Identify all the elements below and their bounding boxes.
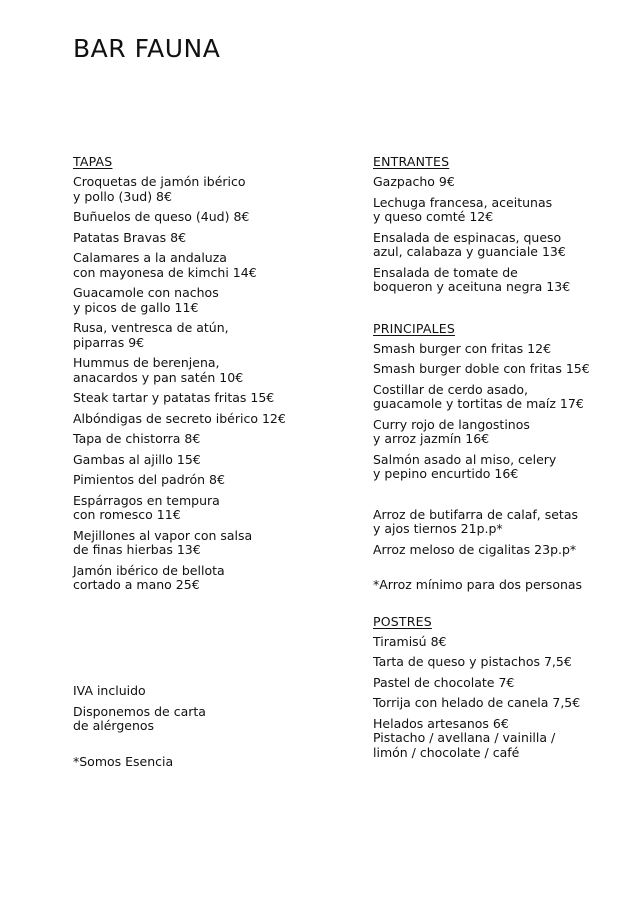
tapas-heading: TAPAS <box>73 154 113 169</box>
postres-heading: POSTRES <box>373 613 432 629</box>
menu-item: Salmón asado al miso, celery y pepino encurtido 16€ <box>373 451 557 481</box>
right-column <box>373 154 640 766</box>
menu-item: Tarta de queso y pistachos 7,5€ <box>373 654 572 669</box>
iva-note: IVA incluido <box>73 683 146 698</box>
menu-item: Croquetas de jamón ibérico y pollo (3ud) 8€ <box>73 174 246 204</box>
menu-item: Espárragos en tempura con romesco 11€ <box>73 492 220 522</box>
menu-item: Tiramisú 8€ <box>373 633 447 649</box>
menu-item: Buñuelos de queso (4ud) 8€ <box>73 209 250 224</box>
menu-item: Arroz de butifarra de calaf, setas y ajos tiernos 21p.p* <box>373 506 578 536</box>
menu-item: Guacamole con nachos y picos de gallo 11€ <box>73 285 219 315</box>
menu-item: Tapa de chistorra 8€ <box>73 431 201 446</box>
menu-item: Hummus de berenjena, anacardos y pan satén 10€ <box>73 355 244 385</box>
principales-heading: PRINCIPALES <box>373 320 455 336</box>
menu-item: Calamares a la andaluza con mayonesa de kimchi 14€ <box>73 250 257 280</box>
menu-item: Rusa, ventresca de atún, piparras 9€ <box>73 320 229 350</box>
menu-item: Smash burger doble con fritas 15€ <box>373 361 590 376</box>
menu-item: Mejillones al vapor con salsa de finas hierbas 13€ <box>73 527 253 557</box>
menu-title: BAR FAUNA <box>73 34 221 63</box>
menu-item: Pastel de chocolate 7€ <box>373 674 515 690</box>
menu-item: Jamón ibérico de bellota cortado a mano 25€ <box>73 562 225 592</box>
menu-item: Arroz meloso de cigalitas 23p.p* <box>373 541 577 557</box>
menu-item: Steak tartar y patatas fritas 15€ <box>73 390 275 405</box>
menu-item: Gazpacho 9€ <box>373 174 455 189</box>
menu-item: Curry rojo de langostinos y arroz jazmín 16€ <box>373 416 530 446</box>
menu-item: Ensalada de espinacas, queso azul, calabaza y guanciale 13€ <box>373 229 566 259</box>
menu-item: Smash burger con fritas 12€ <box>373 340 552 356</box>
menu-item: Pimientos del padrón 8€ <box>73 472 225 487</box>
menu-item: Lechuga francesa, aceitunas y queso comté 12€ <box>373 194 553 224</box>
menu-item: Ensalada de tomate de boqueron y aceituna negra 13€ <box>373 264 571 294</box>
menu-item: Gambas al ajillo 15€ <box>73 451 201 467</box>
arroz-note: *Arroz mínimo para dos personas <box>373 577 583 592</box>
allergens-note: Disponemos de carta de alérgenos <box>73 703 206 733</box>
footer-notes <box>73 684 323 775</box>
entrantes-heading: ENTRANTES <box>373 154 450 169</box>
somos-note: *Somos Esencia <box>73 753 174 769</box>
tapas-column <box>73 154 343 599</box>
menu-item: Albóndigas de secreto ibérico 12€ <box>73 410 286 426</box>
menu-item: Torrija con helado de canela 7,5€ <box>373 695 581 710</box>
menu-item: Helados artesanos 6€ Pistacho / avellana / vainilla / limón / chocolate / café <box>373 715 556 760</box>
menu-item: Patatas Bravas 8€ <box>73 229 187 245</box>
menu-item: Costillar de cerdo asado, guacamole y tortitas de maíz 17€ <box>373 381 584 411</box>
